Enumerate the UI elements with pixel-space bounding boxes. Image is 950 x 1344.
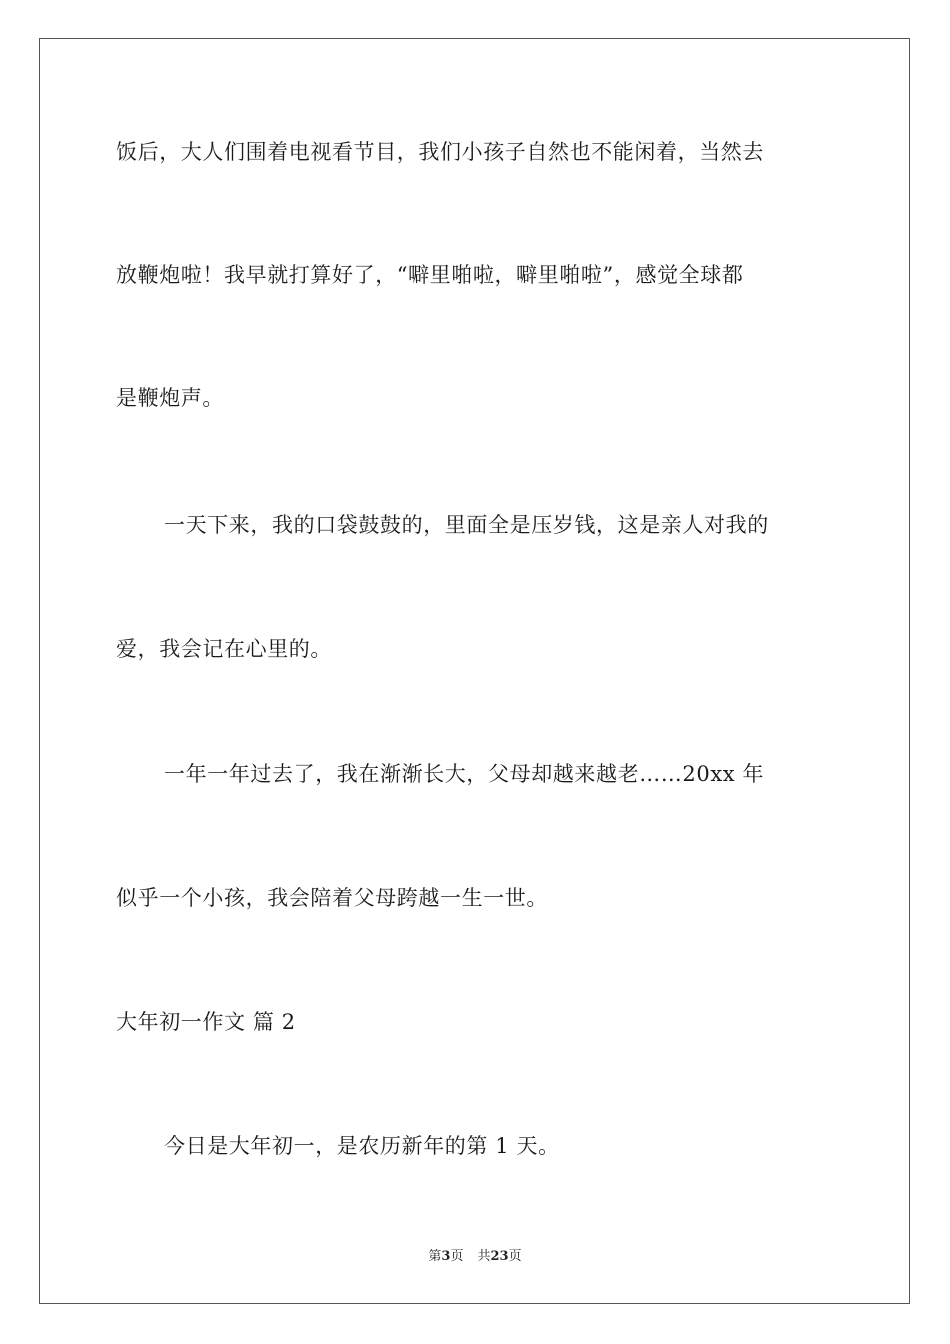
- footer-total-suffix: 页: [508, 1249, 522, 1264]
- body-line-1: 饭后，大人们围着电视看节目，我们小孩子自然也不能闲着，当然去: [116, 140, 764, 164]
- page-footer: [0, 1248, 950, 1266]
- footer-page-prefix: 第: [428, 1249, 442, 1264]
- section-heading: 大年初一作文 篇 2: [116, 1010, 296, 1034]
- footer-total-pages: 23: [490, 1249, 509, 1264]
- body-line-2: 放鞭炮啦！我早就打算好了，“噼里啪啦，噼里啪啦”，感觉全球都: [116, 263, 744, 287]
- footer-page-number: 3: [441, 1249, 451, 1264]
- body-line-7: 似乎一个小孩，我会陪着父母跨越一生一世。: [116, 886, 548, 910]
- body-line-3: 是鞭炮声。: [116, 386, 224, 410]
- body-line-4: 一天下来，我的口袋鼓鼓的，里面全是压岁钱，这是亲人对我的: [164, 513, 769, 537]
- footer-page-suffix: 页: [450, 1249, 464, 1264]
- page-border: [39, 38, 910, 1304]
- body-line-6: 一年一年过去了，我在渐渐长大，父母却越来越老……20xx 年: [164, 762, 765, 786]
- body-line-5: 爱，我会记在心里的。: [116, 637, 332, 661]
- footer-total-prefix: 共: [477, 1249, 491, 1264]
- body-line-8: 今日是大年初一，是农历新年的第 1 天。: [164, 1134, 560, 1158]
